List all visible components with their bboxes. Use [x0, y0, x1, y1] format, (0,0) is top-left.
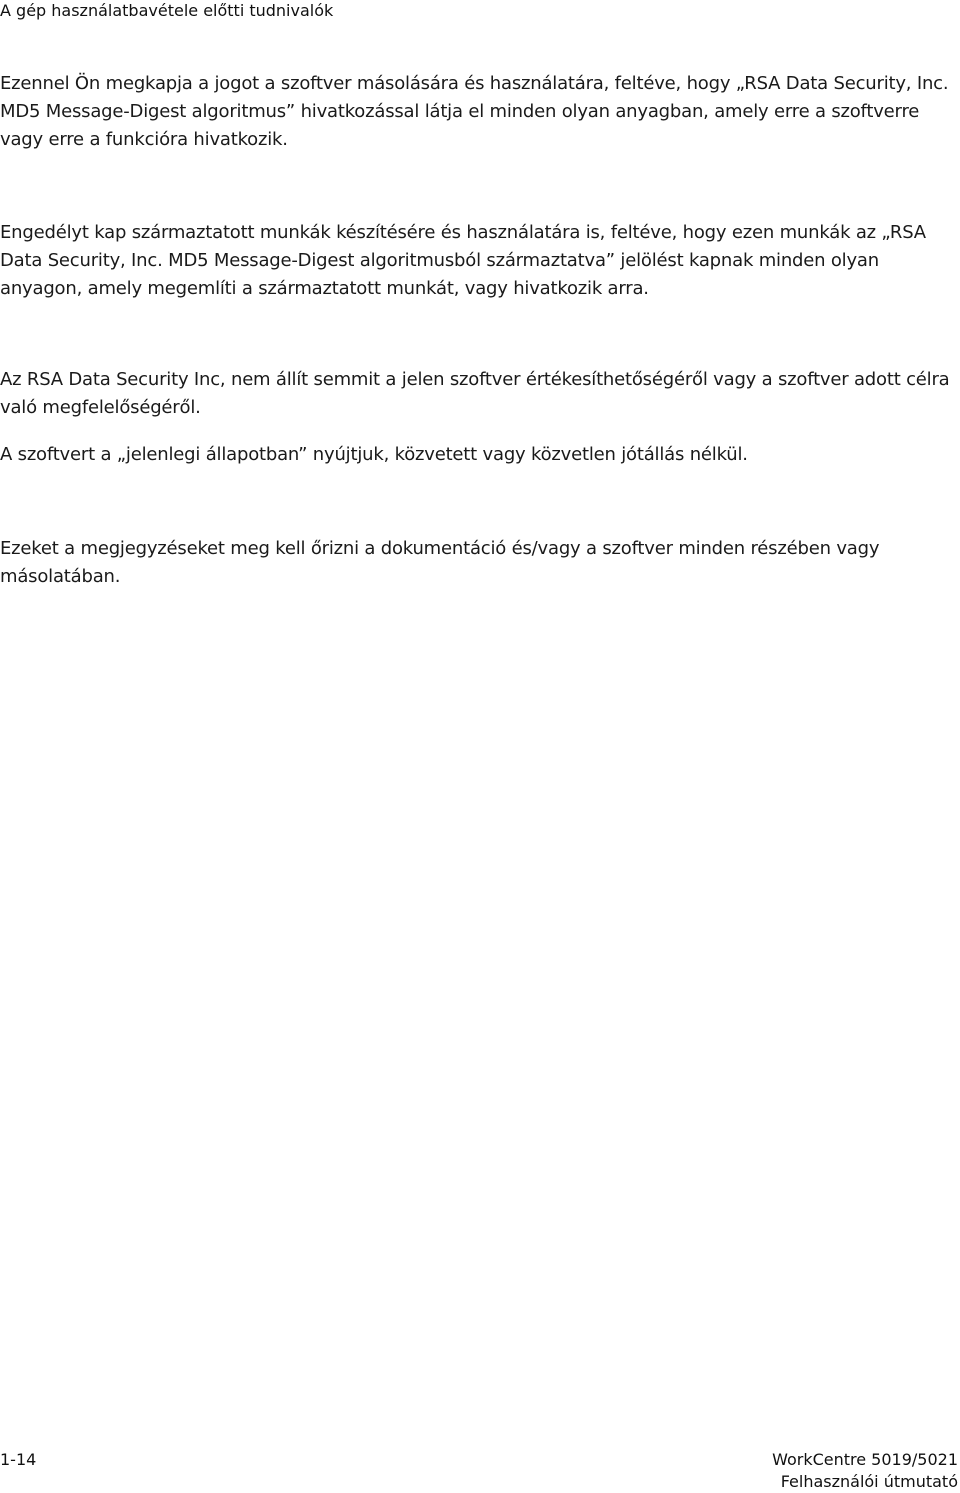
running-header: A gép használatbavétele előtti tudnivalók	[0, 1, 334, 20]
paragraph-derivative-works: Engedélyt kap származtatott munkák készítésére és használatára is, feltéve, hogy ezen munkák az „RSA Data Security, Inc. MD5 Message-Digest algoritmusból származtatva” jelölést kapnak minden olyan anyagon, amely megemlíti a származtatott munkát, vagy hivatkozik arra.	[0, 222, 926, 299]
paragraph-retain-notices: Ezeket a megjegyzéseket meg kell őrizni a dokumentáció és/vagy a szoftver minden részében vagy másolatában.	[0, 538, 880, 587]
paragraph-license-grant: Ezennel Ön megkapja a jogot a szoftver másolására és használatára, feltéve, hogy „RSA Data Security, Inc. MD5 Message-Digest algoritmus” hivatkozással látja el minden olyan anyagban, amely erre a szoftverre vagy erre a funkcióra hivatkozik.	[0, 73, 949, 150]
paragraph-no-representation: Az RSA Data Security Inc, nem állít semmit a jelen szoftver értékesíthetőségéről vagy a szoftver adott célra való megfelelőségéről.	[0, 369, 950, 418]
page-number: 1-14	[0, 1450, 37, 1469]
paragraph-as-is: A szoftvert a „jelenlegi állapotban” nyújtjuk, közvetett vagy közvetlen jótállás nélkül.	[0, 444, 748, 465]
footer-product-info	[772, 1449, 958, 1493]
document-type: Felhasználói útmutató	[780, 1472, 958, 1491]
product-name: WorkCentre 5019/5021	[772, 1450, 958, 1469]
